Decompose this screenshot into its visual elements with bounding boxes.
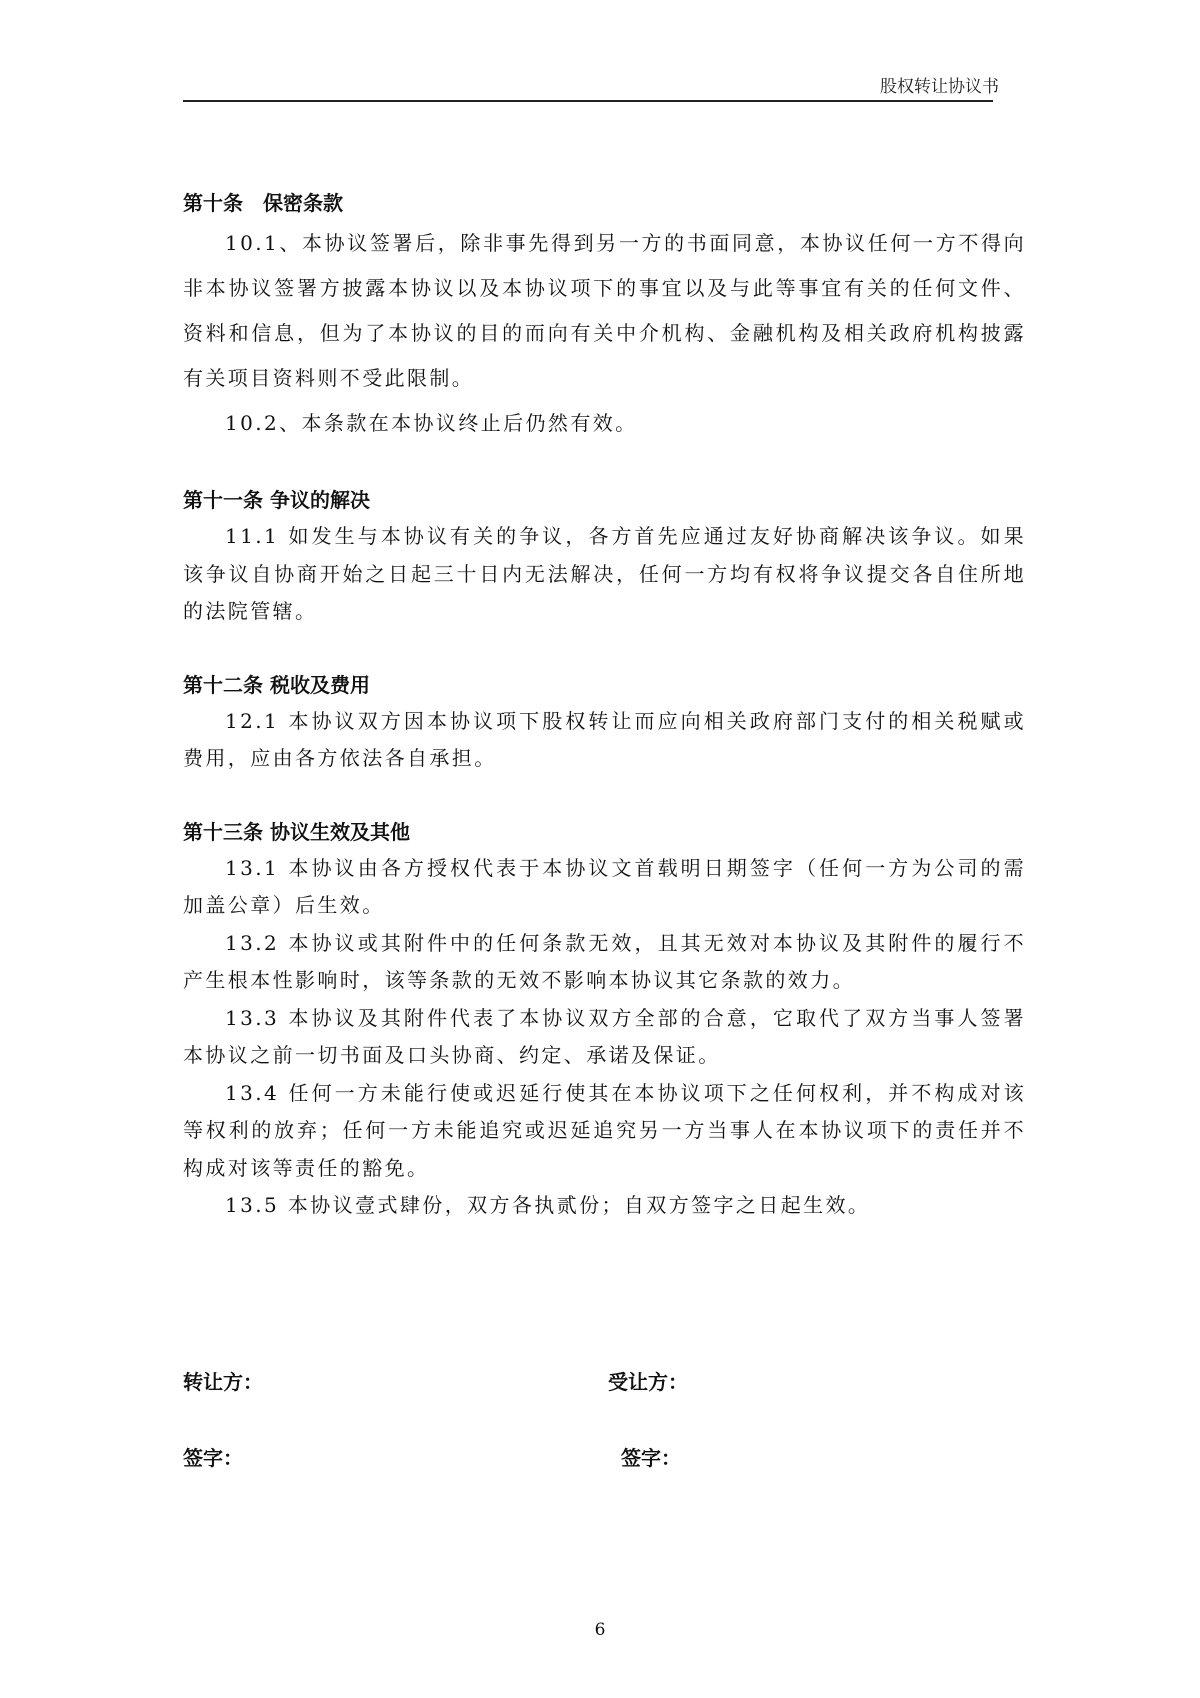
section-confidentiality (183, 185, 1026, 446)
transferor-label: 转让方： (183, 1370, 263, 1394)
section-taxes-fees (183, 667, 1026, 778)
section-spacer (183, 778, 1026, 814)
section-dispute-resolution (183, 482, 1026, 631)
section-effectiveness-misc (183, 814, 1026, 1225)
clause-paragraph: 13.3 本协议及其附件代表了本协议双方全部的合意，它取代了双方当事人签署本协议之前一切书面及口头协商、约定、承诺及保证。 (183, 1005, 1026, 1067)
section-spacer (183, 631, 1026, 667)
clause-paragraph: 11.1 如发生与本协议有关的争议，各方首先应通过友好协商解决该争议。如果该争议自协商开始之日起三十日内无法解决，任何一方均有权将争议提交各自住所地的法院管辖。 (183, 524, 1026, 623)
clause-paragraph: 12.1 本协议双方因本协议项下股权转让而应向相关政府部门支付的相关税赋或费用，应由各方依法各自承担。 (183, 708, 1026, 770)
section-spacer (183, 446, 1026, 482)
section-heading: 第十一条 争议的解决 (183, 488, 370, 512)
transferor-signature-label: 签字： (183, 1446, 243, 1470)
section-heading: 第十三条 协议生效及其他 (183, 819, 410, 844)
signature-row (183, 1442, 1026, 1471)
page-number: 6 (594, 1620, 606, 1640)
clause-paragraph: 13.2 本协议或其附件中的任何条款无效，且其无效对本协议及其附件的履行不产生根本性影响时，该等条款的无效不影响本协议其它条款的效力。 (183, 930, 1026, 992)
clause-paragraph: 13.5 本协议壹式肆份，双方各执贰份；自双方签字之日起生效。 (225, 1193, 871, 1217)
clause-paragraph: 13.4 任何一方未能行使或迟延行使其在本协议项下之任何权利，并不构成对该等权利的放弃；任何一方未能追究或迟延追究另一方当事人在本协议项下的责任并不构成对该等责任的豁免。 (183, 1080, 1026, 1180)
header-title: 股权转让协议书 (880, 77, 999, 97)
clause-paragraph: 13.1 本协议由各方授权代表于本协议文首载明日期签字（任何一方为公司的需加盖公章）后生效。 (183, 855, 1026, 917)
party-labels-row (183, 1366, 1026, 1395)
section-heading: 第十条 保密条款 (183, 191, 343, 215)
section-heading: 第十二条 税收及费用 (183, 672, 370, 697)
clause-paragraph: 10.1、本协议签署后，除非事先得到另一方的书面同意，本协议任何一方不得向非本协议签署方披露本协议以及本协议项下的事宜以及与此等事宜有关的任何文件、资料和信息，但为了本协议的目的而向有关中介机构、金融机构及相关政府机构披露有关项目资料则不受此限制。 (183, 231, 1026, 390)
header-divider (183, 100, 993, 102)
clause-paragraph: 10.2、本条款在本协议终止后仍然有效。 (225, 411, 638, 435)
transferee-signature-label: 签字： (621, 1446, 681, 1470)
document-body (183, 185, 1026, 1225)
transferee-label: 受让方： (608, 1370, 688, 1394)
